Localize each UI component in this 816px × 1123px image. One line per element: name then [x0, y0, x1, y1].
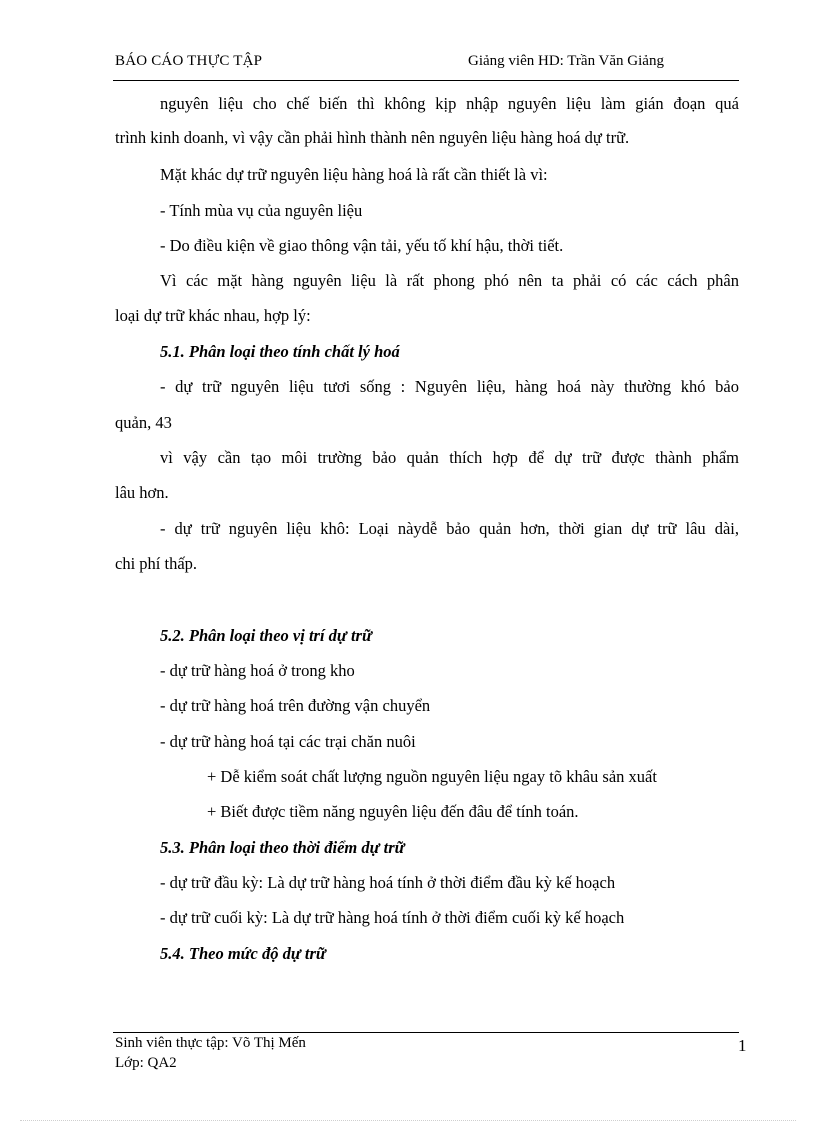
section-heading-5-1: 5.1. Phân loại theo tính chất lý hoá [160, 342, 400, 361]
page-bottom-edge [20, 1120, 796, 1121]
sub-bullet-item: + Dễ kiểm soát chất lượng nguồn nguyên liệu ngay tõ khâu sản xuất [207, 767, 657, 786]
footer-student: Sinh viên thực tập: Võ Thị Mến [115, 1035, 306, 1051]
bullet-item: - Tính mùa vụ của nguyên liệu [160, 201, 363, 220]
header-report-title: BÁO CÁO THỰC TẬP [115, 53, 263, 69]
header-instructor: Giảng viên HD: Trần Văn Giảng [468, 53, 664, 69]
paragraph-line: lâu hơn. [115, 483, 169, 502]
page-number: 1 [738, 1036, 747, 1055]
bullet-item: - dự trữ hàng hoá trên đường vận chuyển [160, 696, 431, 715]
paragraph-line: vì vậy cần tạo môi trường bảo quản thích hợp để dự trữ được thành phẩm [160, 448, 739, 467]
paragraph-line: chi phí thấp. [115, 554, 198, 573]
footer-class: Lớp: QA2 [115, 1055, 177, 1071]
bullet-item: - dự trữ hàng hoá tại các trại chăn nuôi [160, 732, 416, 751]
paragraph-line: loại dự trữ khác nhau, hợp lý: [115, 306, 311, 325]
paragraph-line: quản, 43 [115, 413, 172, 432]
section-heading-5-4: 5.4. Theo mức độ dự trữ [160, 944, 326, 963]
sub-bullet-item: + Biết được tiềm năng nguyên liệu đến đâu để tính toán. [207, 802, 579, 821]
bullet-item: - Do điều kiện về giao thông vận tải, yếu tố khí hậu, thời tiết. [160, 236, 564, 255]
paragraph-line: Vì các mặt hàng nguyên liệu là rất phong phó nên ta phải có các cách phân [160, 271, 739, 290]
paragraph-line: nguyên liệu cho chế biến thì không kịp nhập nguyên liệu làm gián đoạn quá [160, 94, 739, 113]
section-heading-5-3: 5.3. Phân loại theo thời điểm dự trữ [160, 838, 405, 857]
footer-divider [113, 1032, 739, 1033]
paragraph-line: Mặt khác dự trữ nguyên liệu hàng hoá là rất cần thiết là vì: [160, 165, 548, 184]
paragraph-line: - dự trữ nguyên liệu tươi sống : Nguyên liệu, hàng hoá này thường khó bảo [160, 377, 739, 396]
paragraph-line: - dự trữ nguyên liệu khô: Loại nàydễ bảo quản hơn, thời gian dự trữ lâu dài, [160, 519, 739, 538]
paragraph-line: trình kinh doanh, vì vậy cần phải hình thành nên nguyên liệu hàng hoá dự trữ. [115, 128, 630, 147]
header-divider [113, 80, 739, 81]
section-heading-5-2: 5.2. Phân loại theo vị trí dự trữ [160, 626, 372, 645]
bullet-item: - dự trữ hàng hoá ở trong kho [160, 661, 355, 680]
bullet-item: - dự trữ cuối kỳ: Là dự trữ hàng hoá tính ở thời điểm cuối kỳ kế hoạch [160, 908, 625, 927]
bullet-item: - dự trữ đầu kỳ: Là dự trữ hàng hoá tính ở thời điểm đầu kỳ kế hoạch [160, 873, 616, 892]
